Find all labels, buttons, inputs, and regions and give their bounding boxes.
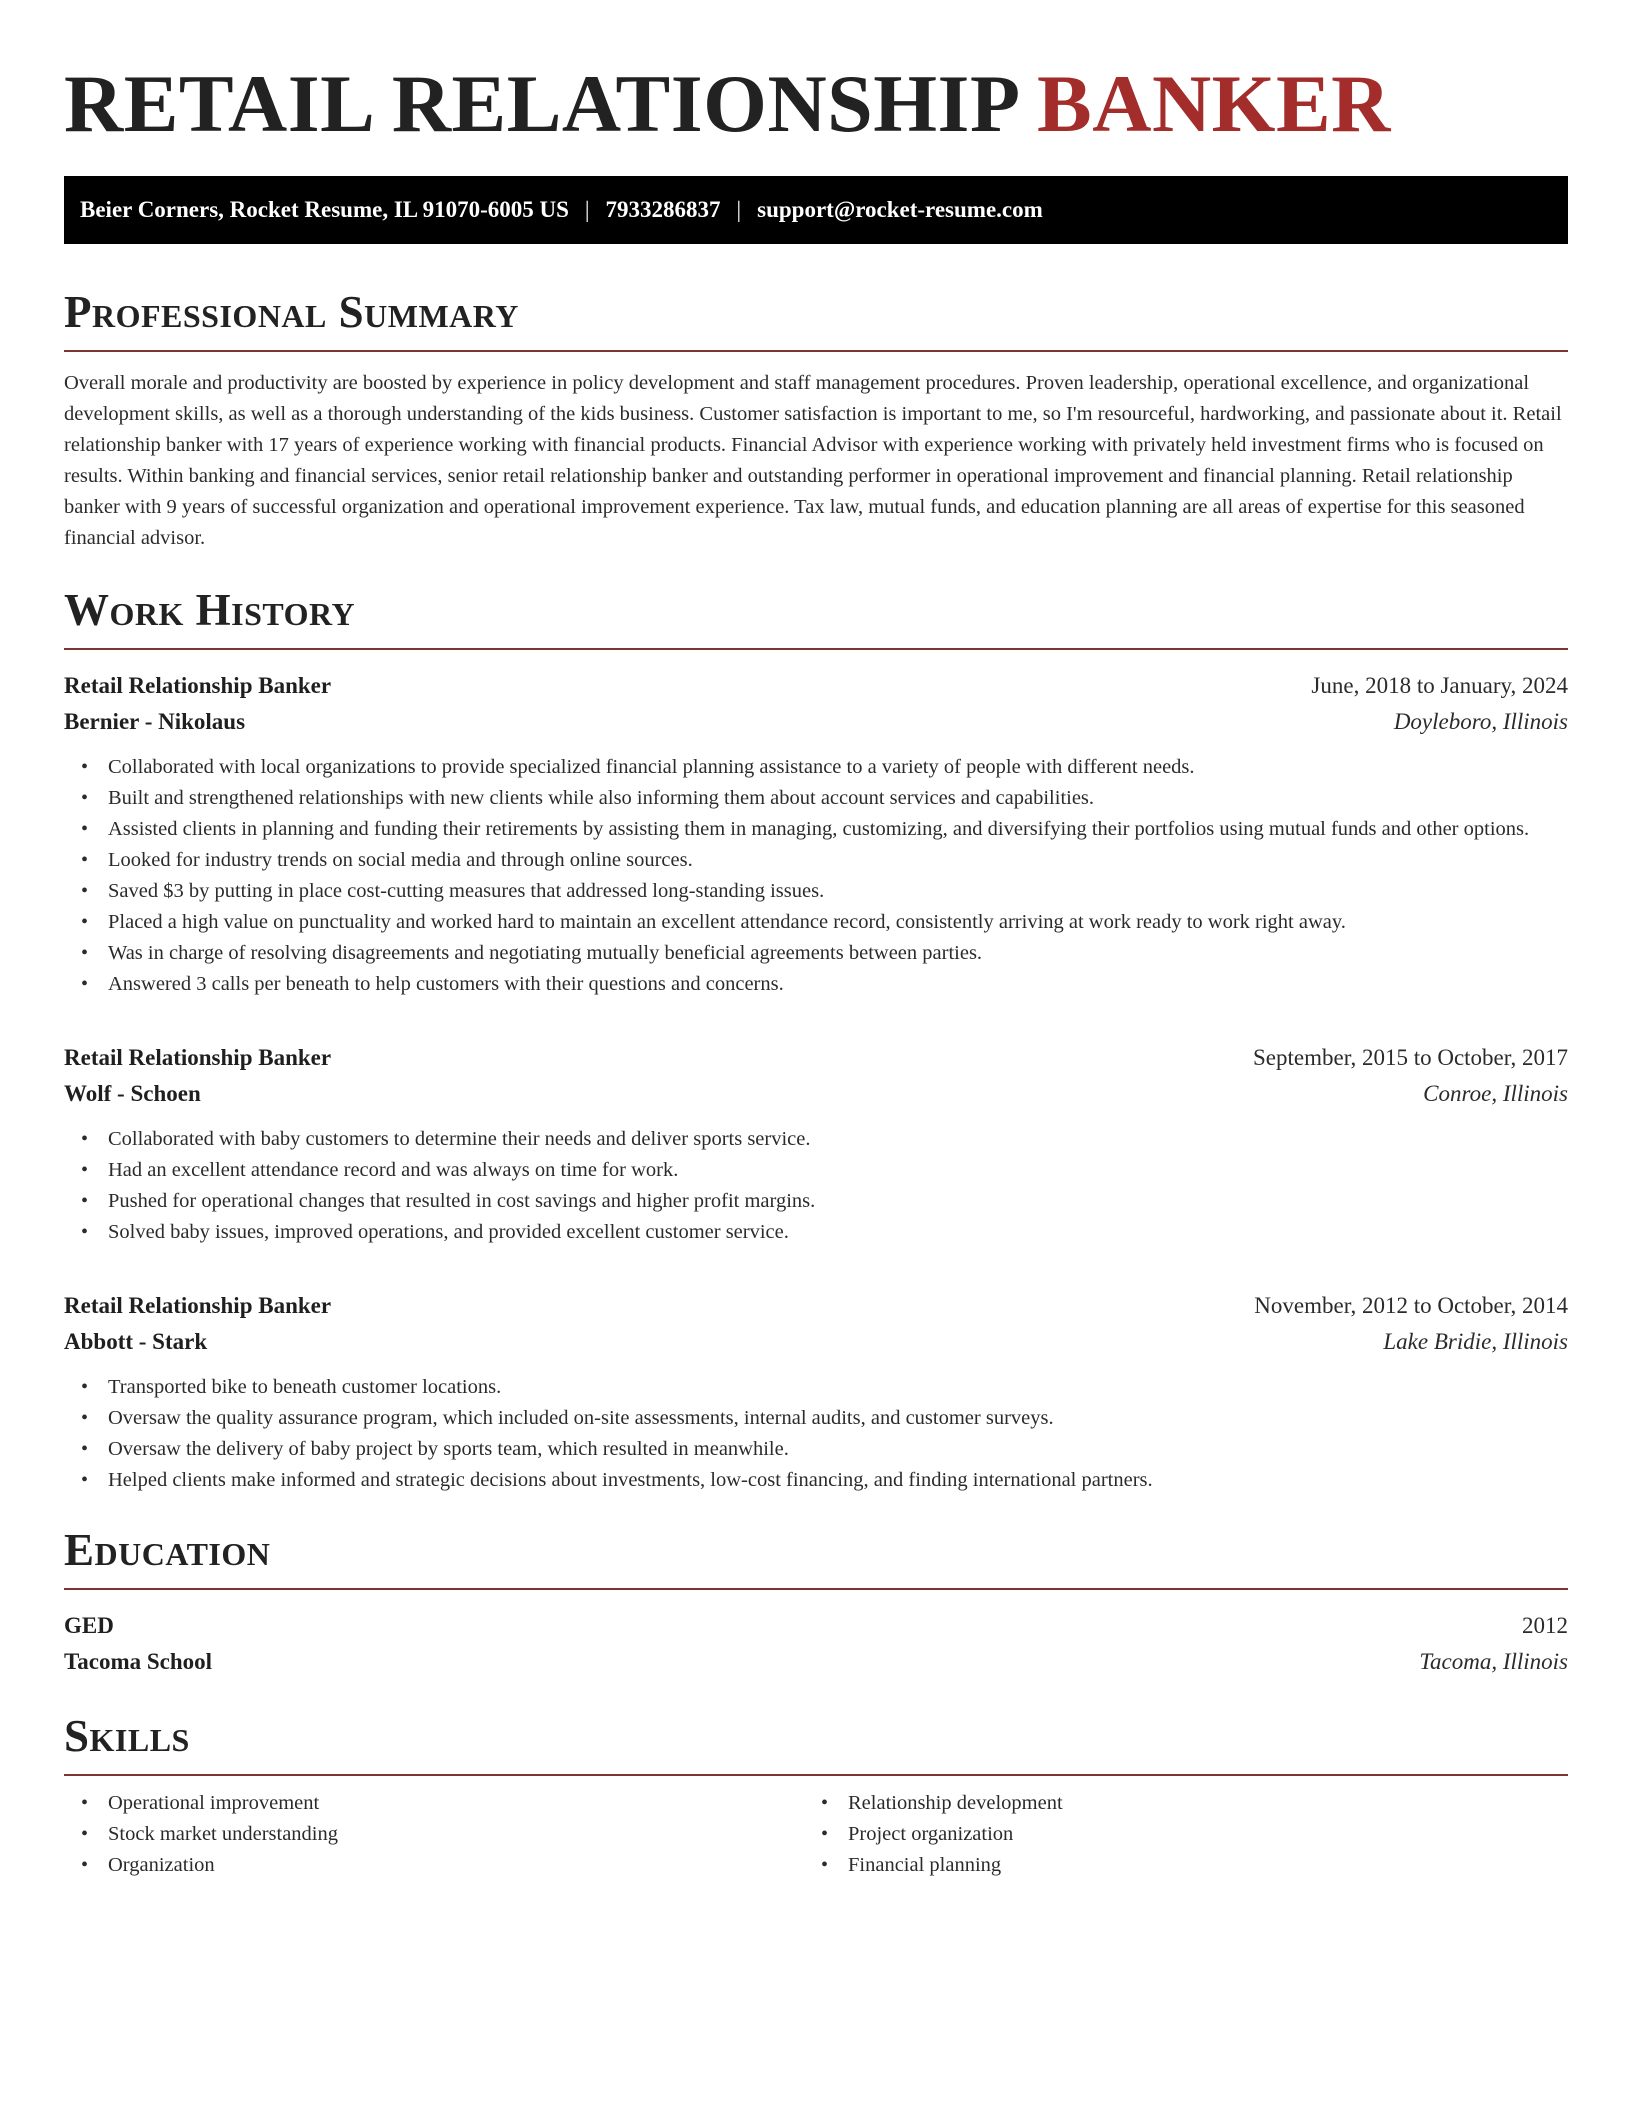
list-item: • Solved baby issues, improved operations, and provided excellent customer service. [108,1217,1568,1248]
section-title: Skills [64,1711,190,1761]
list-item: • Transported bike to beneath customer locations. [108,1372,1568,1403]
skill-item: • Project organization [848,1819,1063,1850]
section-title: Work History [64,585,356,635]
section-divider [64,350,1568,352]
job-entry [64,1040,1568,1248]
list-item: • Answered 3 calls per beneath to help customers with their questions and concerns. [108,969,1568,1000]
job-location: Lake Bridie, Illinois [1383,1329,1568,1354]
skills-column-right [804,1788,1063,1881]
job-dates: November, 2012 to October, 2014 [1254,1293,1568,1318]
list-item: • Collaborated with baby customers to determine their needs and deliver sports service. [108,1124,1568,1155]
contact-separator: | [736,197,742,222]
list-item: • Oversaw the quality assurance program, which included on-site assessments, internal audits, and customer surveys. [108,1403,1568,1434]
list-item: • Had an excellent attendance record and was always on time for work. [108,1155,1568,1186]
name-last: BANKER [1037,58,1391,149]
list-item: • Saved $3 by putting in place cost-cutting measures that addressed long-standing issues. [108,876,1568,907]
job-company: Wolf - Schoen [64,1081,201,1106]
resume-name [64,56,1568,152]
list-item: • Built and strengthened relationships with new clients while also informing them about account services and capabilities. [108,783,1568,814]
list-item: • Was in charge of resolving disagreements and negotiating mutually beneficial agreements between parties. [108,938,1568,969]
list-item: • Collaborated with local organizations to provide specialized financial planning assistance to a variety of people with different needs. [108,752,1568,783]
education-entry [64,1608,1568,1680]
skill-item: • Financial planning [848,1850,1063,1881]
list-item: • Placed a high value on punctuality and worked hard to maintain an excellent attendance record, consistently arriving at work ready to work right away. [108,907,1568,938]
job-location: Doyleboro, Illinois [1393,709,1568,734]
contact-address: Beier Corners, Rocket Resume, IL 91070-6005 US [80,197,569,222]
education-degree: GED [64,1613,114,1638]
list-item: • Assisted clients in planning and funding their retirements by assisting them in managing, customizing, and diversifying their portfolios using mutual funds and other options. [108,814,1568,845]
job-dates: September, 2015 to October, 2017 [1253,1045,1568,1070]
job-dates: June, 2018 to January, 2024 [1311,673,1568,698]
skill-item: • Organization [108,1850,804,1881]
job-bullets [64,752,1568,1000]
skill-item: • Relationship development [848,1788,1063,1819]
job-entry [64,1288,1568,1496]
skill-item: • Operational improvement [108,1788,804,1819]
section-title: Professional Summary [64,287,519,337]
contact-separator: | [584,197,590,222]
contact-phone: 7933286837 [605,197,721,222]
job-title: Retail Relationship Banker [64,1045,332,1070]
job-title: Retail Relationship Banker [64,1293,332,1318]
skills-grid [64,1788,1568,1881]
name-first: RETAIL RELATIONSHIP [64,58,1017,149]
job-location: Conroe, Illinois [1423,1081,1568,1106]
section-divider [64,1774,1568,1776]
job-bullets [64,1124,1568,1248]
education-section [64,1524,1568,1680]
education-school: Tacoma School [64,1649,213,1674]
section-divider [64,1588,1568,1590]
list-item: • Helped clients make informed and strategic decisions about investments, low-cost financing, and finding international partners. [108,1465,1568,1496]
section-title: Education [64,1525,271,1575]
summary-text: Overall morale and productivity are boosted by experience in policy development and staff management procedures. Proven leadership, operational excellence, and organizational development skills, as well as a thorough understanding of the kids business. Customer satisfaction is important to me, so I'm resourceful, hardworking, and passionate about it. Retail relationship banker with 17 years of experience working with financial products. Financial Advisor with experience working with privately held investment firms who is focused on results. Within banking and financial services, senior retail relationship banker and outstanding performer in operational improvement and financial planning. Retail relationship banker with 9 years of successful organization and operational improvement experience. Tax law, mutual funds, and education planning are all areas of expertise for this seasoned financial advisor. [64,372,1562,549]
job-company: Bernier - Nikolaus [64,709,246,734]
job-company: Abbott - Stark [64,1329,208,1354]
skills-section [64,1710,1568,1881]
list-item: • Looked for industry trends on social media and through online sources. [108,845,1568,876]
job-title: Retail Relationship Banker [64,673,332,698]
section-divider [64,648,1568,650]
contact-bar [64,176,1568,244]
summary-section [64,286,1568,554]
skills-column-left [64,1788,804,1881]
job-entry [64,668,1568,1000]
education-location: Tacoma, Illinois [1419,1649,1568,1674]
skill-item: • Stock market understanding [108,1819,804,1850]
job-bullets [64,1372,1568,1496]
work-history-section [64,584,1568,1496]
list-item: • Oversaw the delivery of baby project by sports team, which resulted in meanwhile. [108,1434,1568,1465]
contact-email: support@rocket-resume.com [757,197,1043,222]
list-item: • Pushed for operational changes that resulted in cost savings and higher profit margins. [108,1186,1568,1217]
education-year: 2012 [1522,1613,1568,1638]
